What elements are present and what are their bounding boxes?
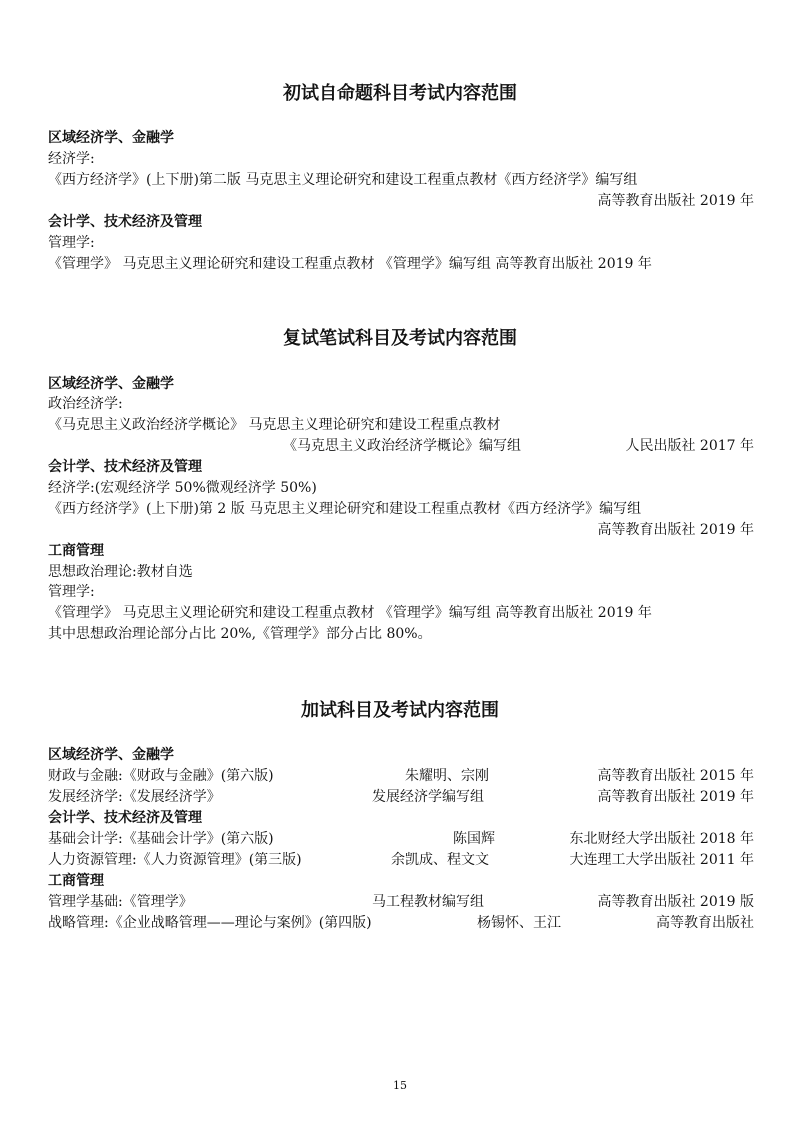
addon-book: 基础会计学:《基础会计学》(第六版) <box>48 831 274 847</box>
section2-group3-subject-politics: 思想政治理论:教材自选 <box>48 564 193 580</box>
addon-book: 人力资源管理:《人力资源管理》(第三版) <box>48 852 302 868</box>
addon-publisher: 高等教育出版社 2015 年 <box>597 768 754 784</box>
addon-author: 马工程教材编写组 <box>372 894 484 910</box>
addon-author: 陈国辉 <box>453 831 495 847</box>
section3-title: 加试科目及考试内容范围 <box>301 700 499 721</box>
section1-title: 初试自命题科目考试内容范围 <box>283 83 517 104</box>
addon-publisher: 东北财经大学出版社 2018 年 <box>569 831 754 847</box>
section3-group2-heading: 会计学、技术经济及管理 <box>48 810 202 826</box>
addon-author: 朱耀明、宗刚 <box>405 768 489 784</box>
section2-group1-heading: 区域经济学、金融学 <box>48 376 174 392</box>
addon-book: 管理学基础:《管理学》 <box>48 894 193 910</box>
section2-group3-heading: 工商管理 <box>48 543 104 559</box>
section2-group3-subject-management: 管理学: <box>48 584 95 600</box>
section1-group1-publisher: 高等教育出版社 2019 年 <box>597 193 754 209</box>
section2-group2-publisher: 高等教育出版社 2019 年 <box>597 522 754 538</box>
section2-group1-book-continued: 《马克思主义政治经济学概论》编写组 <box>283 438 521 454</box>
section1-group2-heading: 会计学、技术经济及管理 <box>48 214 202 230</box>
section2-group1-book: 《马克思主义政治经济学概论》 马克思主义理论研究和建设工程重点教材 <box>48 417 501 433</box>
addon-book: 发展经济学:《发展经济学》 <box>48 789 221 805</box>
section3-group3-heading: 工商管理 <box>48 873 104 889</box>
addon-publisher: 高等教育出版社 2019 版 <box>597 894 754 910</box>
section2-group1-subject: 政治经济学: <box>48 396 123 412</box>
addon-book: 战略管理:《企业战略管理——理论与案例》(第四版) <box>48 915 372 931</box>
section1-group2-book: 《管理学》 马克思主义理论研究和建设工程重点教材 《管理学》编写组 高等教育出版社 2019 年 <box>48 256 652 272</box>
section2-group2-subject: 经济学:(宏观经济学 50%微观经济学 50%) <box>48 480 317 496</box>
section1-group1-book: 《西方经济学》(上下册)第二版 马克思主义理论研究和建设工程重点教材《西方经济学》编写组 <box>48 172 638 188</box>
section2-group3-note: 其中思想政治理论部分占比 20%,《管理学》部分占比 80%。 <box>48 626 432 642</box>
section1-group1-heading: 区域经济学、金融学 <box>48 130 174 146</box>
section2-group2-book: 《西方经济学》(上下册)第 2 版 马克思主义理论研究和建设工程重点教材《西方经济学》编写组 <box>48 501 642 517</box>
addon-author: 余凯成、程文文 <box>391 852 489 868</box>
section3-group1-heading: 区域经济学、金融学 <box>48 747 174 763</box>
addon-author: 杨锡怀、王江 <box>477 915 561 931</box>
page-number: 15 <box>393 1079 407 1092</box>
addon-publisher: 大连理工大学出版社 2011 年 <box>569 852 754 868</box>
section2-group2-heading: 会计学、技术经济及管理 <box>48 459 202 475</box>
section2-group1-publisher: 人民出版社 2017 年 <box>625 438 754 454</box>
addon-author: 发展经济学编写组 <box>372 789 484 805</box>
section1-group2-subject: 管理学: <box>48 235 95 251</box>
addon-publisher: 高等教育出版社 2019 年 <box>597 789 754 805</box>
section2-title: 复试笔试科目及考试内容范围 <box>283 328 517 349</box>
section2-group3-book: 《管理学》 马克思主义理论研究和建设工程重点教材 《管理学》编写组 高等教育出版社 2019 年 <box>48 605 652 621</box>
section1-group1-subject: 经济学: <box>48 151 95 167</box>
addon-book: 财政与金融:《财政与金融》(第六版) <box>48 768 274 784</box>
addon-publisher: 高等教育出版社 <box>656 915 754 931</box>
